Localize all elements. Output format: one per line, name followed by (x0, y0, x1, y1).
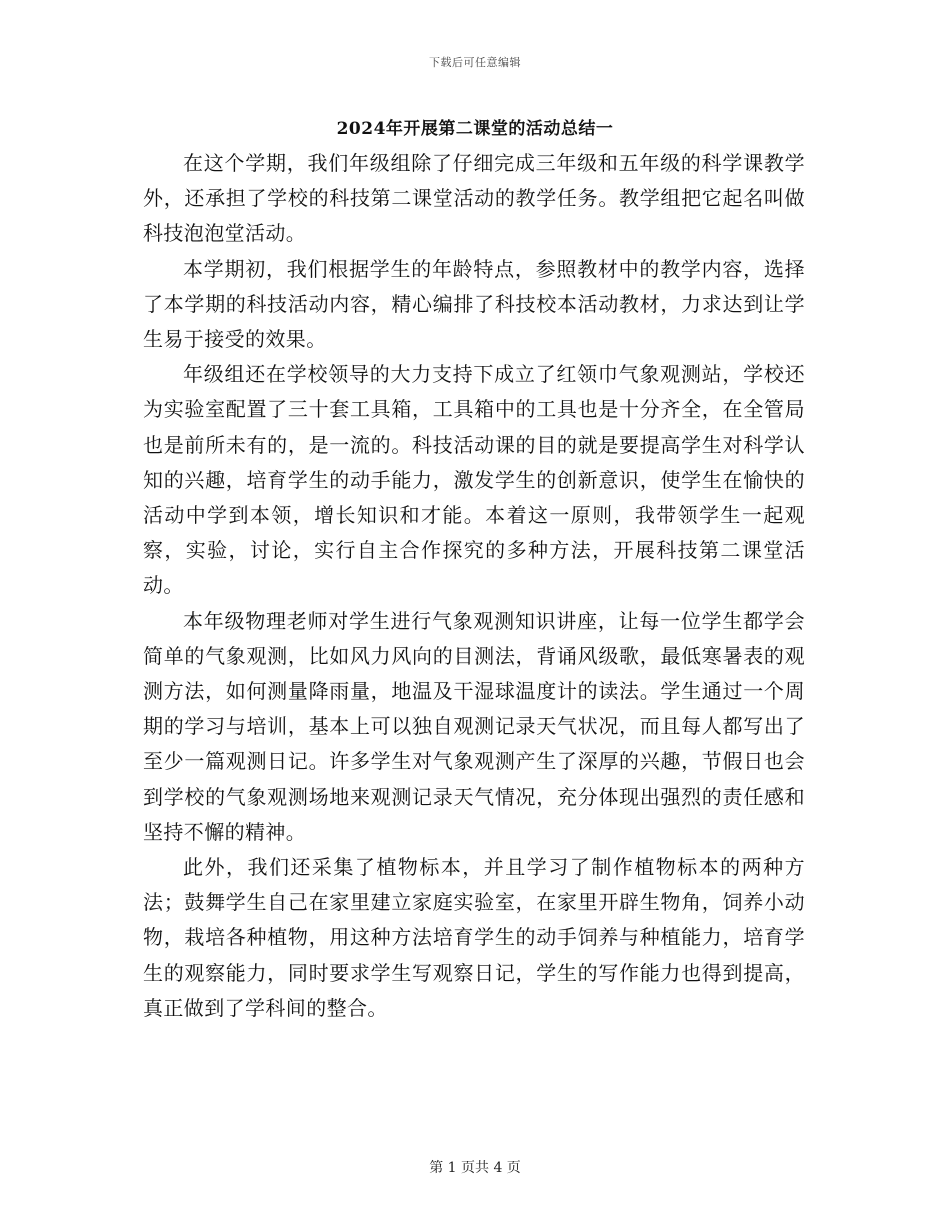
page-number-footer: 第 1 页共 4 页 (429, 1160, 521, 1176)
header-note: 下载后可任意编辑 (429, 56, 521, 69)
paragraph-1: 在这个学期，我们年级组除了仔细完成三年级和五年级的科学课教学外，还承担了学校的科技第二课堂活动的教学任务。教学组把它起名叫做科技泡泡堂活动。 (143, 151, 805, 246)
paragraph-4: 本年级物理老师对学生进行气象观测知识讲座，让每一位学生都学会简单的气象观测，比如风力风向的目测法，背诵风级歌，最低寒暑表的观测方法，如何测量降雨量，地温及干湿球温度计的读法。学生通过一个周期的学习与培训，基本上可以独自观测记录天气状况，而且每人都写出了至少一篇观测日记。许多学生对气象观测产生了深厚的兴趣，节假日也会到学校的气象观测场地来观测记录天气情况，充分体现出强烈的责任感和坚持不懈的精神。 (143, 608, 805, 844)
paragraph-2: 本学期初，我们根据学生的年龄特点，参照教材中的教学内容，选择了本学期的科技活动内容，精心编排了科技校本活动教材，力求达到让学生易于接受的效果。 (143, 256, 805, 352)
paragraph-5: 此外，我们还采集了植物标本，并且学习了制作植物标本的两种方法；鼓舞学生自己在家里建立家庭实验室，在家里开辟生物角，饲养小动物，栽培各种植物，用这种方法培育学生的动手饲养与种植能力，培育学生的观察能力，同时要求学生写观察日记，学生的写作能力也得到提高，真正做到了学科间的整合。 (143, 855, 805, 1020)
paragraph-3: 年级组还在学校领导的大力支持下成立了红领巾气象观测站，学校还为实验室配置了三十套工具箱，工具箱中的工具也是十分齐全，在全管局也是前所未有的，是一流的。科技活动课的目的就是要提高学生对科学认知的兴趣，培育学生的动手能力，激发学生的创新意识，使学生在愉快的活动中学到本领，增长知识和才能。本着这一原则，我带领学生一起观察，实验，讨论，实行自主合作探究的多种方法，开展科技第二课堂活动。 (143, 362, 805, 598)
document-title: 2024年开展第二课堂的活动总结一 (336, 119, 614, 139)
document-body (143, 146, 805, 1026)
